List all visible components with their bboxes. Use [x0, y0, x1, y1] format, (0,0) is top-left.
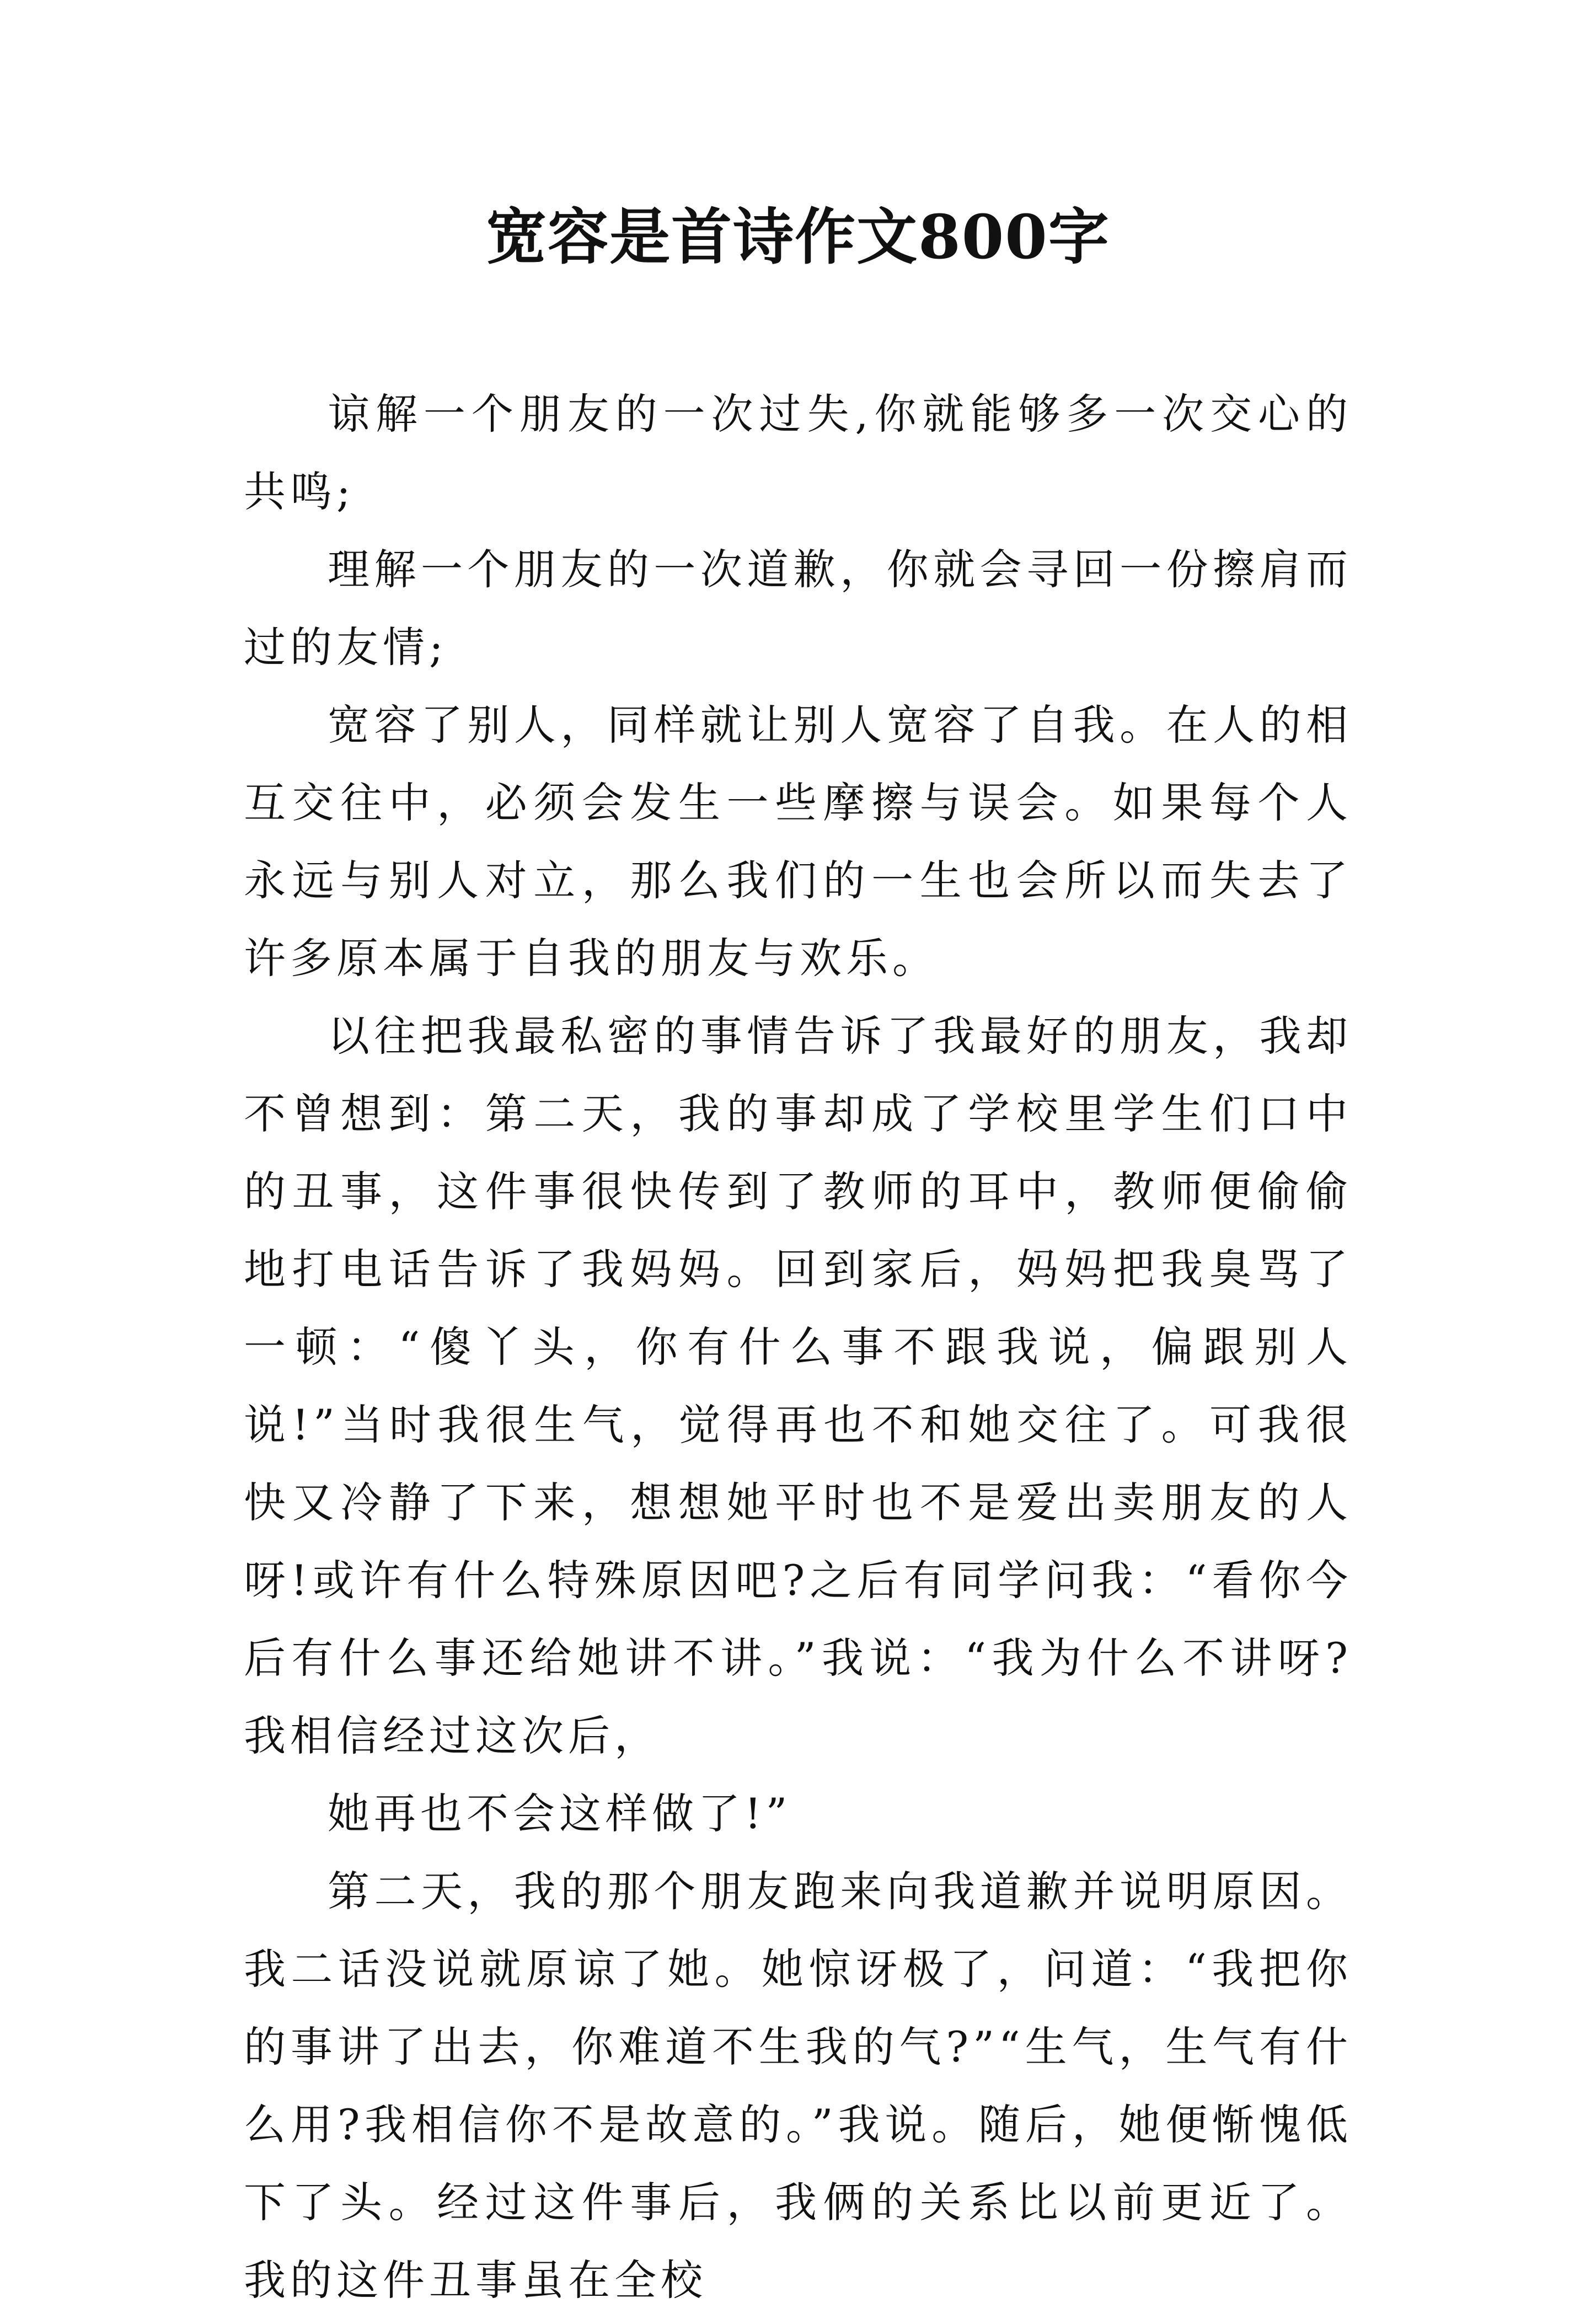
paragraph-3: 宽容了别人，同样就让别人宽容了自我。在人的相互交往中，必须会发生一些摩擦与误会。如果每个人永远与别人对立，那么我们的一生也会所以而失去了许多原本属于自我的朋友与欢乐。	[244, 700, 1352, 983]
paragraph-2: 理解一个朋友的一次道歉，你就会寻回一份擦肩而过的友情;	[244, 545, 1352, 672]
document-body	[244, 375, 1352, 2319]
paragraph-4: 以往把我最私密的事情告诉了我最好的朋友，我却不曾想到：第二天，我的事却成了学校里学生们口中的丑事，这件事很快传到了教师的耳中，教师便偷偷地打电话告诉了我妈妈。回到家后，妈妈把我臭骂了一顿：“傻丫头，你有什么事不跟我说，偏跟别人说!”当时我很生气，觉得再也不和她交往了。可我很快又冷静了下来，想想她平时也不是爱出卖朋友的人呀!或许有什么特殊原因吧?之后有同学问我：“看你今后有什么事还给她讲不讲。”我说：“我为什么不讲呀?我相信经过这次后，	[244, 1011, 1352, 1760]
document-title: 宽容是首诗作文800字	[486, 201, 1110, 272]
paragraph-5: 她再也不会这样做了!”	[328, 1789, 792, 1838]
paragraph-6: 第二天，我的那个朋友跑来向我道歉并说明原因。我二话没说就原谅了她。她惊讶极了，问道：“我把你的事讲了出去，你难道不生我的气?”“生气，生气有什么用?我相信你不是故意的。”我说。随后，她便惭愧低下了头。经过这件事后，我俩的关系比以前更近了。我的这件丑事虽在全校	[244, 1867, 1352, 2305]
paragraph-1: 谅解一个朋友的一次过失,你就能够多一次交心的共鸣;	[244, 389, 1352, 516]
